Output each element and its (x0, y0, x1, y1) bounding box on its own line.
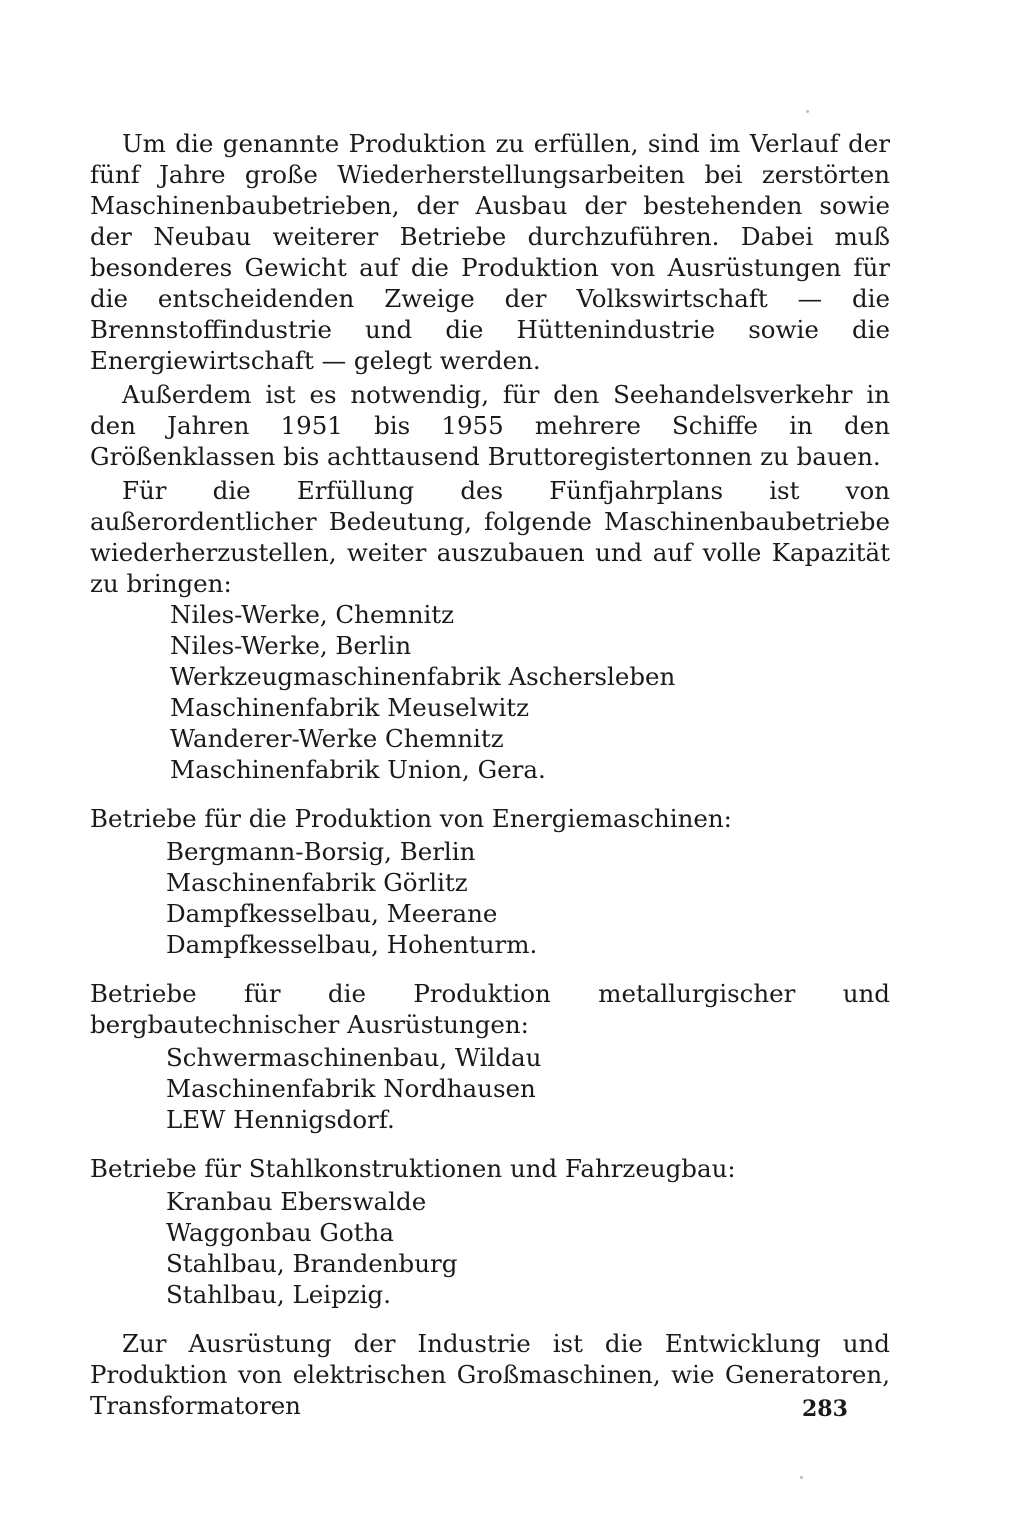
list-metallurgical-plants (90, 1042, 890, 1135)
list-item: Schwermaschinenbau, Wildau (166, 1043, 542, 1072)
list-item: Bergmann-Borsig, Berlin (166, 837, 476, 866)
heading-energy-machines: Betriebe für die Produktion von Energiemaschinen: (90, 804, 732, 833)
list-machine-building-plants (90, 599, 890, 785)
page-number: 283 (802, 1396, 848, 1422)
list-item: Maschinenfabrik Nordhausen (166, 1074, 536, 1103)
list-item: Dampfkesselbau, Meerane (166, 899, 498, 928)
heading-metallurgical-equipment: Betriebe für die Produktion metallurgischer und bergbautechnischer Ausrüstungen: (90, 979, 890, 1039)
list-item: LEW Hennigsdorf. (166, 1105, 395, 1134)
paragraph-five-year-plan: Für die Erfüllung des Fünfjahrplans ist von außerordentlicher Bedeutung, folgende Maschinenbaubetriebe wiederherzustellen, weiter auszubauen und auf volle Kapazität zu bringen: (90, 476, 890, 598)
list-item: Niles-Werke, Berlin (170, 631, 412, 660)
list-item: Maschinenfabrik Meuselwitz (170, 693, 530, 722)
paper-speck (806, 110, 809, 113)
paragraph-shipping: Außerdem ist es notwendig, für den Seehandelsverkehr in den Jahren 1951 bis 1955 mehrere Schiffe in den Größenklassen bis achttausend Bruttoregistertonnen zu bauen. (90, 380, 890, 471)
list-item: Stahlbau, Brandenburg (166, 1249, 458, 1278)
list-item: Kranbau Eberswalde (166, 1187, 427, 1216)
list-steel-plants (90, 1186, 890, 1310)
paper-speck (800, 1476, 803, 1479)
paragraph-production: Um die genannte Produktion zu erfüllen, sind im Verlauf der fünf Jahre große Wiederherstellungsarbeiten bei zerstörten Maschinenbaubetrieben, der Ausbau der bestehenden sowie der Neubau weiterer Betriebe durchzuführen. Dabei muß besonderes Gewicht auf die Produktion von Ausrüstungen für die entscheidenden Zweige der Volkswirtschaft — die Brennstoffindustrie und die Hüttenindustrie sowie die Energiewirtschaft — gelegt werden. (90, 129, 890, 375)
list-item: Werkzeugmaschinenfabrik Aschersleben (170, 662, 676, 691)
list-item: Maschinenfabrik Görlitz (166, 868, 468, 897)
list-item: Niles-Werke, Chemnitz (170, 600, 455, 629)
list-item: Maschinenfabrik Union, Gera. (170, 755, 546, 784)
list-item: Wanderer-Werke Chemnitz (170, 724, 504, 753)
page-body (90, 128, 890, 1421)
list-item: Stahlbau, Leipzig. (166, 1280, 391, 1309)
list-energy-plants (90, 836, 890, 960)
heading-steel-construction: Betriebe für Stahlkonstruktionen und Fahrzeugbau: (90, 1154, 736, 1183)
paragraph-equipment: Zur Ausrüstung der Industrie ist die Entwicklung und Produktion von elektrischen Großmaschinen, wie Generatoren, Transformatoren (90, 1329, 890, 1420)
list-item: Dampfkesselbau, Hohenturm. (166, 930, 538, 959)
list-item: Waggonbau Gotha (166, 1218, 394, 1247)
